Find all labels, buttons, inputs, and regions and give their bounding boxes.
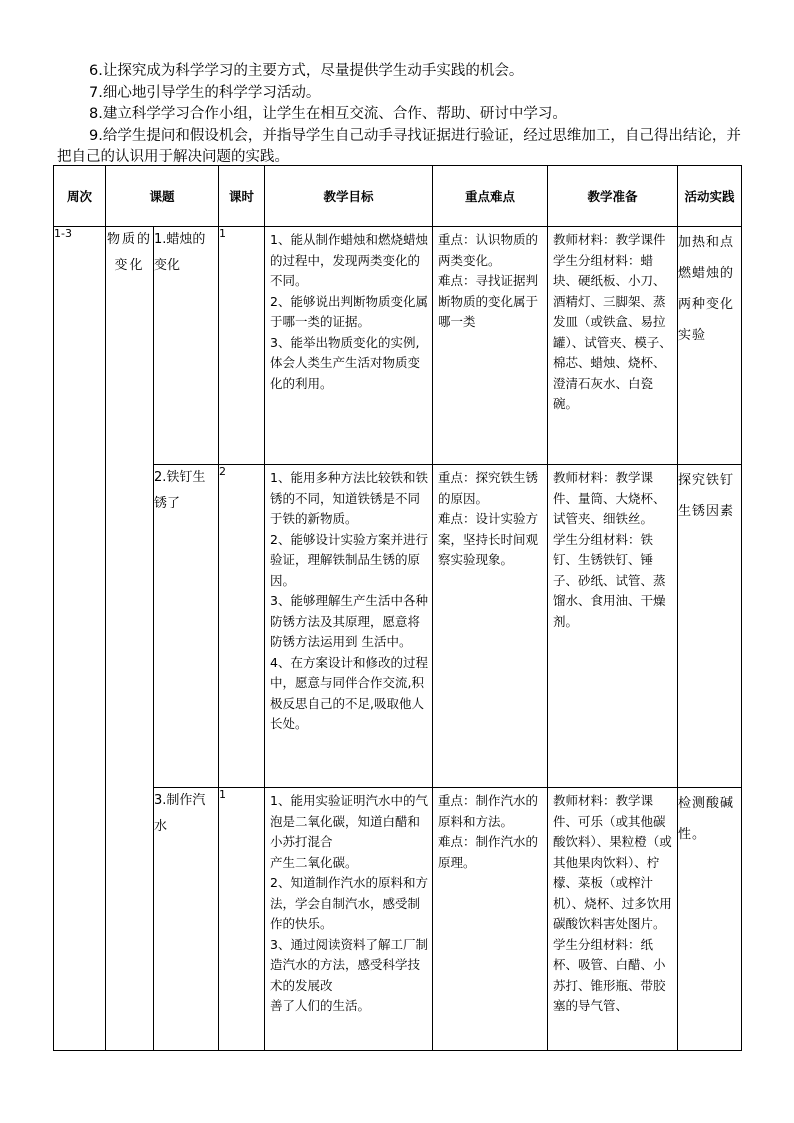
goal-line: 1、能用多种方法比较铁和铁锈的不同，知道铁锈是不同于铁的新物质。: [270, 470, 428, 526]
student-materials: 学生分组材料：铁钉、生锈铁钉、锤子、砂纸、试管、蒸馏水、食用油、干燥剂。: [553, 531, 666, 629]
header-goals: 教学目标: [265, 166, 433, 227]
goal-line: 3、能够理解生产生活中各种防锈方法及其原理，愿意将防锈方法运用到 生活中。: [270, 593, 428, 649]
lesson-hours: 2: [219, 465, 265, 788]
lesson-goals: [265, 227, 433, 465]
goal-line: 2、知道制作汽水的原料和方法，学会自制汽水，感受制作的快乐。: [270, 875, 428, 931]
lesson-preparation: [548, 465, 678, 788]
unit-cell: 物质的变化: [106, 227, 154, 1051]
goal-line: 3、通过阅读资料了解工厂制造汽水的方法，感受科学技术的发展改: [270, 936, 428, 993]
header-key-points: 重点难点: [433, 166, 548, 227]
table-row: [54, 465, 742, 788]
header-week: 周次: [54, 166, 106, 227]
intro-text: [57, 61, 741, 169]
table-row: [54, 788, 742, 1051]
lesson-preparation: [548, 227, 678, 465]
lesson-goals: [265, 788, 433, 1051]
lesson-hours: 1: [219, 227, 265, 465]
lesson-preparation: [548, 788, 678, 1051]
lesson-key-points: [433, 788, 548, 1051]
lesson-activity: 探究铁钉生锈因素: [678, 465, 742, 788]
lesson-title: 1.蜡烛的变化: [154, 227, 219, 465]
goal-line: 善了人们的生活。: [270, 998, 371, 1013]
header-hours: 课时: [219, 166, 265, 227]
goal-line: 4、在方案设计和修改的过程中，愿意与同伴合作交流,积极反思自己的不足,吸取他人长处。: [270, 654, 428, 731]
lesson-key-points: [433, 227, 548, 465]
key-point: 重点：探究铁生锈的原因。: [438, 470, 539, 506]
header-activity: 活动实践: [678, 166, 742, 227]
lesson-goals: [265, 465, 433, 788]
intro-item-9: 9.给学生提问和假设机会，并指导学生自己动手寻找证据进行验证，经过思维加工，自己得出结论，并把自己的认识用于解决问题的实践。: [57, 127, 741, 165]
lesson-key-points: [433, 465, 548, 788]
key-point: 重点：认识物质的两类变化。: [438, 232, 539, 268]
lesson-activity: 加热和点燃蜡烛的两种变化实验: [678, 227, 742, 465]
goal-line: 1、能从制作蜡烛和燃烧蜡烛的过程中，发现两类变化的不同。: [270, 232, 428, 288]
difficulty: 难点：制作汽水的原理。: [438, 834, 539, 870]
lesson-title: 2.铁钉生锈了: [154, 465, 219, 788]
lesson-hours: 1: [219, 788, 265, 1051]
teaching-plan-table: [53, 165, 742, 1051]
difficulty: 难点：寻找证据判断物质的变化属于哪一类: [438, 273, 539, 329]
goal-line: 3、能举出物质变化的实例,体会人类生产生活对物质变化的利用。: [270, 334, 421, 391]
table-row: [54, 227, 742, 465]
header-topic: 课题: [106, 166, 219, 227]
goal-line: 2、能够说出判断物质变化属于哪一类的证据。: [270, 293, 428, 329]
teacher-materials: 教师材料：教学课件、可乐（或其他碳酸饮料）、果粒橙（或其他果肉饮料）、柠檬、菜板（或榨汁机）、烧杯、过多饮用碳酸饮料害处图片。: [553, 793, 672, 931]
table-header-row: [54, 166, 742, 227]
goal-line: 1、能用实验证明汽水中的气泡是二氧化碳，知道白醋和小苏打混合: [270, 793, 428, 849]
student-materials: 学生分组材料：蜡块、硬纸板、小刀、酒精灯、三脚架、蒸发皿（或铁盒、易拉罐）、试管夹、模子、棉芯、蜡烛、烧杯、澄清石灰水、白瓷碗。: [553, 252, 672, 411]
key-point: 重点：制作汽水的原料和方法。: [438, 793, 539, 829]
intro-item-8: 8.建立科学学习合作小组，让学生在相互交流、合作、帮助、研讨中学习。: [89, 106, 567, 122]
lesson-title: 3.制作汽水: [154, 788, 219, 1051]
teacher-materials: 教师材料：教学课件: [553, 232, 666, 247]
difficulty: 难点：设计实验方案，坚持长时间观察实验现象。: [438, 511, 539, 567]
goal-line: 产生二氧化碳。: [270, 854, 358, 870]
week-cell: 1-3: [54, 227, 106, 1051]
intro-item-6: 6.让探究成为科学学习的主要方式，尽量提供学生动手实践的机会。: [89, 63, 524, 79]
student-materials: 学生分组材料：纸杯、吸管、白醋、小苏打、锥形瓶、带胶塞的导气管、: [553, 936, 666, 1013]
header-preparation: 教学准备: [548, 166, 678, 227]
lesson-activity: 检测酸碱性。: [678, 788, 742, 1051]
goal-line: 2、能够设计实验方案并进行验证，理解铁制品生锈的原因。: [270, 531, 428, 588]
intro-item-7: 7.细心地引导学生的科学学习活动。: [89, 84, 321, 101]
teacher-materials: 教师材料：教学课件、量筒、大烧杯、试管夹、细铁丝。: [553, 470, 666, 526]
